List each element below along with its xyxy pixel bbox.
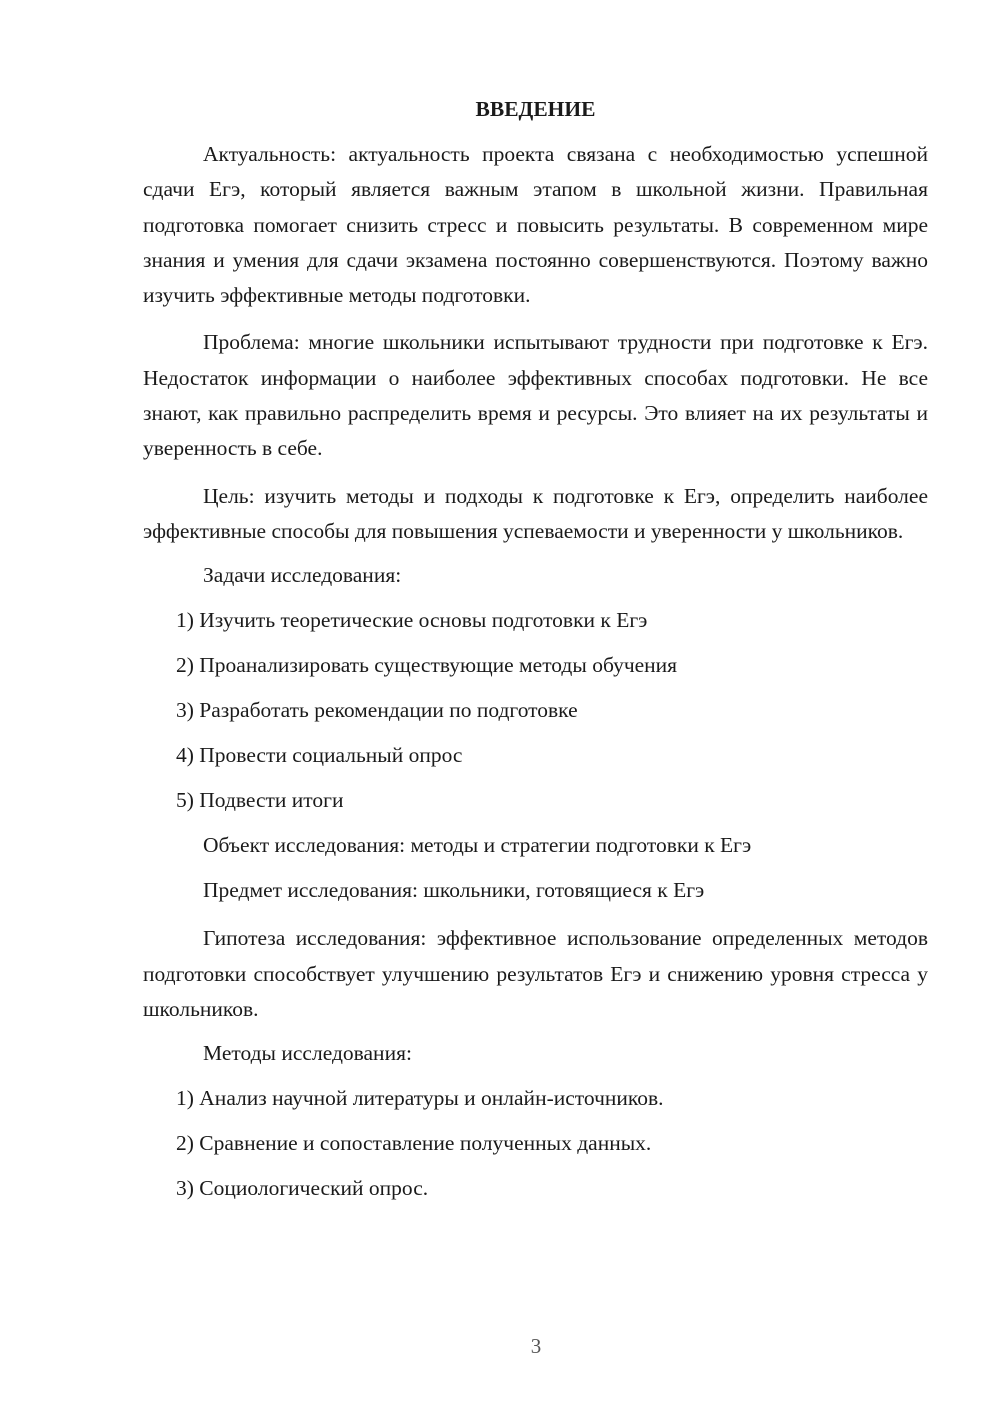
- task-item: 1) Изучить теоретические основы подготовки к Егэ: [176, 608, 648, 633]
- section-title: ВВЕДЕНИЕ: [475, 97, 596, 121]
- page-content: [143, 95, 928, 1219]
- subject-line: Предмет исследования: школьники, готовящиеся к Егэ: [203, 878, 705, 903]
- problem-paragraph: Проблема: многие школьники испытывают трудности при подготовке к Егэ. Недостаток информации о наиболее эффективных способах подготовки. Не все знают, как правильно распределить время и ресурсы. Это влияет на их результаты и уверенность в себе.: [143, 330, 928, 461]
- hypothesis-paragraph: Гипотеза исследования: эффективное использование определенных методов подготовки способствует улучшению результатов Егэ и снижению уровня стресса у школьников.: [143, 926, 928, 1021]
- goal-paragraph: Цель: изучить методы и подходы к подготовке к Егэ, определить наиболее эффективные способы для повышения успеваемости и уверенности у школьников.: [143, 483, 928, 543]
- tasks-heading: Задачи исследования:: [203, 563, 402, 588]
- object-line: Объект исследования: методы и стратегии подготовки к Егэ: [203, 833, 752, 858]
- relevance-paragraph: Актуальность: актуальность проекта связана с необходимостью успешной сдачи Егэ, который является важным этапом в школьной жизни. Правильная подготовка помогает снизить стресс и повысить результаты. В современном мире знания и умения для сдачи экзамена постоянно совершенствуются. Поэтому важно изучить эффективные методы подготовки.: [143, 142, 928, 308]
- methods-heading: Методы исследования:: [203, 1041, 412, 1066]
- task-item: 5) Подвести итоги: [176, 788, 344, 813]
- method-item: 2) Сравнение и сопоставление полученных данных.: [176, 1131, 652, 1156]
- method-item: 3) Социологический опрос.: [176, 1176, 429, 1201]
- task-item: 3) Разработать рекомендации по подготовке: [176, 698, 578, 723]
- page-number: 3: [530, 1334, 542, 1358]
- method-item: 1) Анализ научной литературы и онлайн-источников.: [176, 1086, 664, 1111]
- task-item: 2) Проанализировать существующие методы обучения: [176, 653, 678, 678]
- task-item: 4) Провести социальный опрос: [176, 743, 463, 768]
